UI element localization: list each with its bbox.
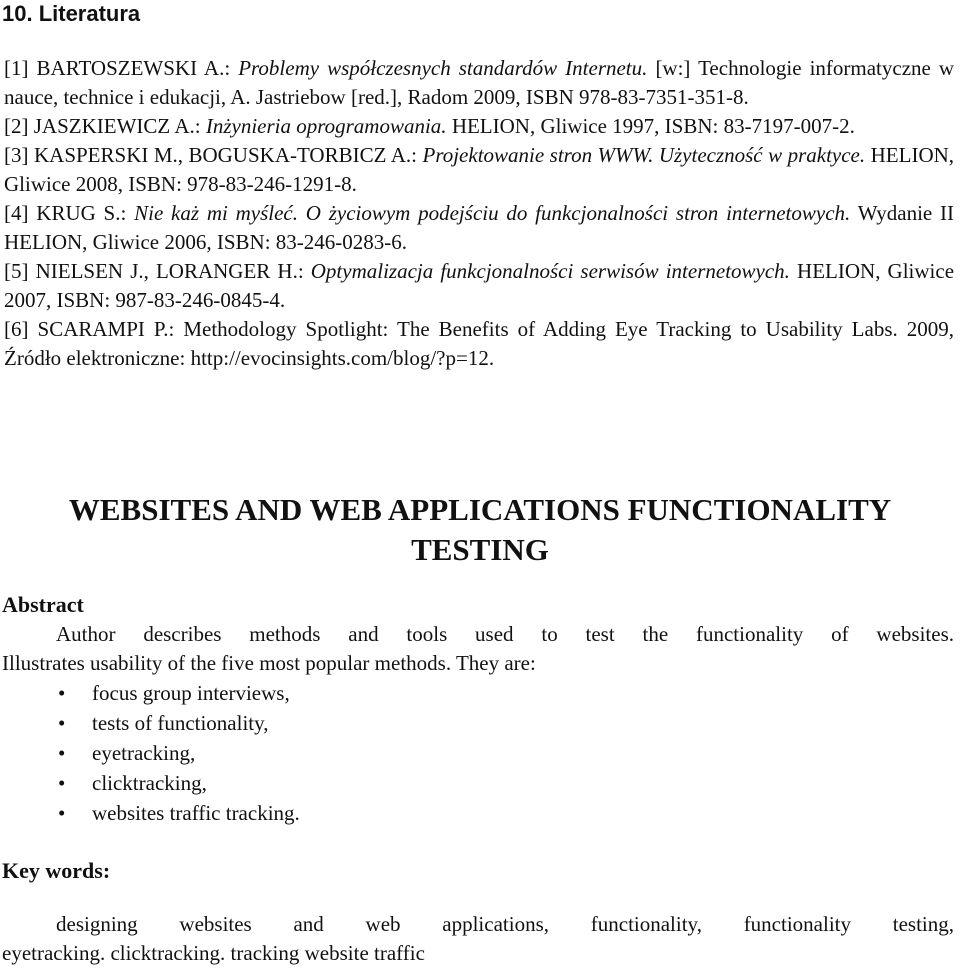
reference-authors: SCARAMPI P.: [37, 317, 175, 341]
reference-title: Optymalizacja funkcjonalności serwisów internetowych. [310, 259, 790, 283]
abstract-heading: Abstract [2, 592, 84, 617]
list-item [0, 768, 900, 798]
bullet-icon: • [58, 801, 66, 825]
english-title-line: WEBSITES AND WEB APPLICATIONS FUNCTIONALITY [68, 492, 892, 527]
list-item-text: websites traffic tracking. [92, 801, 300, 825]
reference-id: [3] [4, 143, 29, 167]
list-item-text: eyetracking, [92, 741, 196, 765]
section-title: 10. Literatura [2, 1, 141, 26]
reference-title: Inżynieria oprogramowania. [205, 114, 447, 138]
reference-authors: KASPERSKI M., BOGUSKA-TORBICZ A.: [33, 143, 418, 167]
methods-list [0, 678, 900, 828]
reference-id: [4] [4, 201, 29, 225]
reference-details: HELION, Gliwice 2008, ISBN: 978-83-246-1291-8. [4, 143, 955, 196]
list-item [0, 798, 900, 828]
list-item [0, 678, 900, 708]
list-item [0, 738, 900, 768]
reference-authors: BARTOSZEWSKI A.: [36, 56, 231, 80]
reference-details: HELION, Gliwice 1997, ISBN: 83-7197-007-2. [451, 114, 855, 138]
list-item-text: focus group interviews, [92, 681, 290, 705]
keywords-text [2, 910, 954, 968]
reference-id: [6] [4, 317, 29, 341]
reference-id: [2] [4, 114, 29, 138]
list-item-text: tests of functionality, [92, 711, 269, 735]
reference-title: Problemy współczesnych standardów Internetu. [238, 56, 648, 80]
abstract-line: Illustrates usability of the five most popular methods. They are: [2, 651, 536, 675]
reference-id: [5] [4, 259, 29, 283]
reference-item [4, 199, 954, 257]
reference-item [4, 315, 954, 373]
reference-list [4, 54, 954, 373]
list-item-text: clicktracking, [92, 771, 207, 795]
reference-details: [w:] Technologie informatyczne w nauce, technice i edukacji, A. Jastriebow [red.], Radom 2009, ISBN 978-83-7351-351-8. [4, 56, 955, 109]
reference-details: Wydanie II HELION, Gliwice 2006, ISBN: 83-246-0283-6. [4, 201, 955, 254]
list-item [0, 708, 900, 738]
reference-item [4, 112, 954, 141]
reference-title: Nie każ mi myśleć. O życiowym podejściu do funkcjonalności stron internetowych. [134, 201, 851, 225]
bullet-icon: • [58, 741, 66, 765]
reference-details: Methodology Spotlight: The Benefits of Adding Eye Tracking to Usability Labs. 2009, Źródło elektroniczne: http://evocinsights.com/blog/?p=12. [4, 317, 954, 370]
reference-item [4, 257, 954, 315]
keywords-line: eyetracking. clicktracking. tracking website traffic [2, 941, 425, 965]
abstract-line: Author describes methods and tools used to test the functionality of websites. [56, 622, 954, 646]
english-title-line: TESTING [411, 532, 549, 567]
reference-authors: NIELSEN J., LORANGER H.: [35, 259, 304, 283]
bullet-icon: • [58, 711, 66, 735]
bullet-icon: • [58, 681, 66, 705]
reference-item [4, 141, 954, 199]
reference-title: Projektowanie stron WWW. Użyteczność w praktyce. [422, 143, 866, 167]
keywords-line: designing websites and web applications, functionality, functionality testing, [56, 912, 954, 936]
keywords-heading: Key words: [2, 858, 111, 883]
reference-details: HELION, Gliwice 2007, ISBN: 987-83-246-0845-4. [4, 259, 955, 312]
english-title [0, 490, 960, 570]
bullet-icon: • [58, 771, 66, 795]
abstract-text [2, 620, 954, 678]
reference-authors: KRUG S.: [36, 201, 127, 225]
reference-authors: JASZKIEWICZ A.: [33, 114, 201, 138]
reference-item [4, 54, 954, 112]
reference-id: [1] [4, 56, 29, 80]
